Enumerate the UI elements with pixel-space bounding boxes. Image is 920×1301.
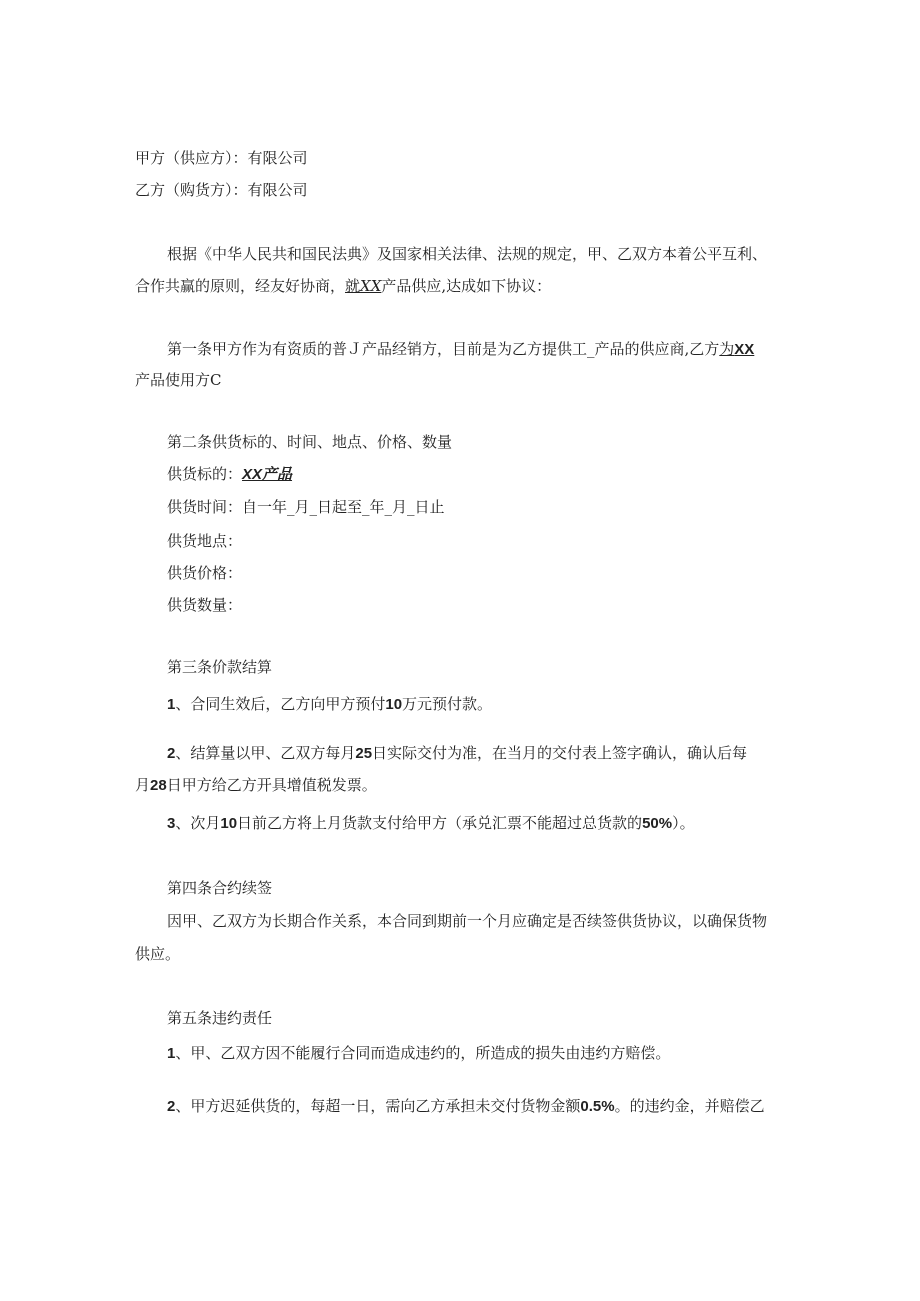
article3-item-1 <box>167 694 492 715</box>
article1-line-1 <box>167 339 754 360</box>
article3-item-3-percent: 50% <box>642 815 673 832</box>
article5-item-2-text-b: 。的违约金，并赔偿乙 <box>614 1097 765 1115</box>
article3-item-2-text-b: 日实际交付为准，在当月的交付表上签字确认，确认后每 <box>372 744 748 762</box>
article3-item-1-text-b: 万元预付款。 <box>402 695 493 713</box>
article5-item-2-percent: 0.5% <box>580 1098 615 1115</box>
preamble-underlined-jiu: 就 <box>345 277 361 295</box>
article3-item-2-text-a: 、结算量以甲、乙双方每月 <box>175 744 356 762</box>
article3-item-3-text-b: 日前乙方将上月货款支付给甲方（承兑汇票不能超过总货款的 <box>237 814 643 832</box>
article3-item-1-amount: 10 <box>385 696 403 713</box>
article2-place-line: 供货地点： <box>167 532 243 550</box>
article3-item-2-number: 2 <box>167 745 176 762</box>
article3-item-1-text-a: 、合同生效后，乙方向甲方预付 <box>175 695 386 713</box>
article3-item-1-number: 1 <box>167 696 176 713</box>
article5-title: 第五条违约责任 <box>167 1009 273 1027</box>
article5-item-1 <box>167 1043 670 1064</box>
party-b-line: 乙方（购货方）：有限公司 <box>135 181 308 199</box>
article1-line-2: 产品使用方C <box>135 371 222 389</box>
article3-title: 第三条价款结算 <box>167 658 273 676</box>
article2-title: 第二条供货标的、时间、地点、价格、数量 <box>167 433 453 451</box>
article5-item-2 <box>167 1096 765 1117</box>
article1-text-a: 第一条甲方作为有资质的普Ｊ产品经销方，目前是为乙方提供工_产品的供应商,乙方 <box>167 340 720 358</box>
article3-item-3 <box>167 813 695 834</box>
preamble-line-1: 根据《中华人民共和国民法典》及国家相关法律、法规的规定，甲、乙双方本着公平互利、 <box>167 245 768 263</box>
article2-time-line: 供货时间：自一年_月_日起至_年_月_日止 <box>167 498 445 516</box>
party-a-line: 甲方（供应方）：有限公司 <box>135 149 308 167</box>
article3-item-3-day: 10 <box>220 815 238 832</box>
article1-underlined-xx: XX <box>734 341 755 358</box>
article5-item-1-number: 1 <box>167 1045 176 1062</box>
preamble-text-d: 产品供应,达成如下协议： <box>381 277 552 295</box>
article3-item-3-text-c: ）。 <box>672 814 695 832</box>
preamble-underlined-xx: XX <box>360 277 382 295</box>
article1-underlined-wei: 为 <box>719 340 735 358</box>
article5-item-2-number: 2 <box>167 1098 176 1115</box>
article2-subject-value: XX产品 <box>242 466 293 483</box>
article5-item-2-text-a: 、甲方迟延供货的，每超一日，需向乙方承担未交付货物金额 <box>175 1097 581 1115</box>
preamble-line-2 <box>135 276 551 296</box>
article4-line-1: 因甲、乙双方为长期合作关系，本合同到期前一个月应确定是否续签供货协议，以确保货物 <box>167 912 768 930</box>
article3-item-3-number: 3 <box>167 815 176 832</box>
article2-quantity-line: 供货数量： <box>167 596 243 614</box>
article3-item-2-line-2 <box>135 775 377 796</box>
article2-subject-line <box>167 464 292 485</box>
article3-item-2-line-1 <box>167 743 747 764</box>
article2-price-line: 供货价格： <box>167 564 243 582</box>
article3-item-2-text-c: 月 <box>135 776 151 794</box>
preamble-text-a: 合作共赢的原则，经友好协商， <box>135 277 346 295</box>
article3-item-2-day: 25 <box>355 745 373 762</box>
article5-item-1-text: 、甲、乙双方因不能履行合同而造成违约的，所造成的损失由违约方赔偿。 <box>175 1044 671 1062</box>
article3-item-2-text-d: 日甲方给乙方开具增值税发票。 <box>166 776 377 794</box>
article3-item-3-text-a: 、次月 <box>175 814 221 832</box>
article4-line-2: 供应。 <box>135 945 181 963</box>
article2-subject-label: 供货标的： <box>167 465 243 483</box>
article4-title: 第四条合约续签 <box>167 879 273 897</box>
article3-item-2-day2: 28 <box>150 777 167 794</box>
